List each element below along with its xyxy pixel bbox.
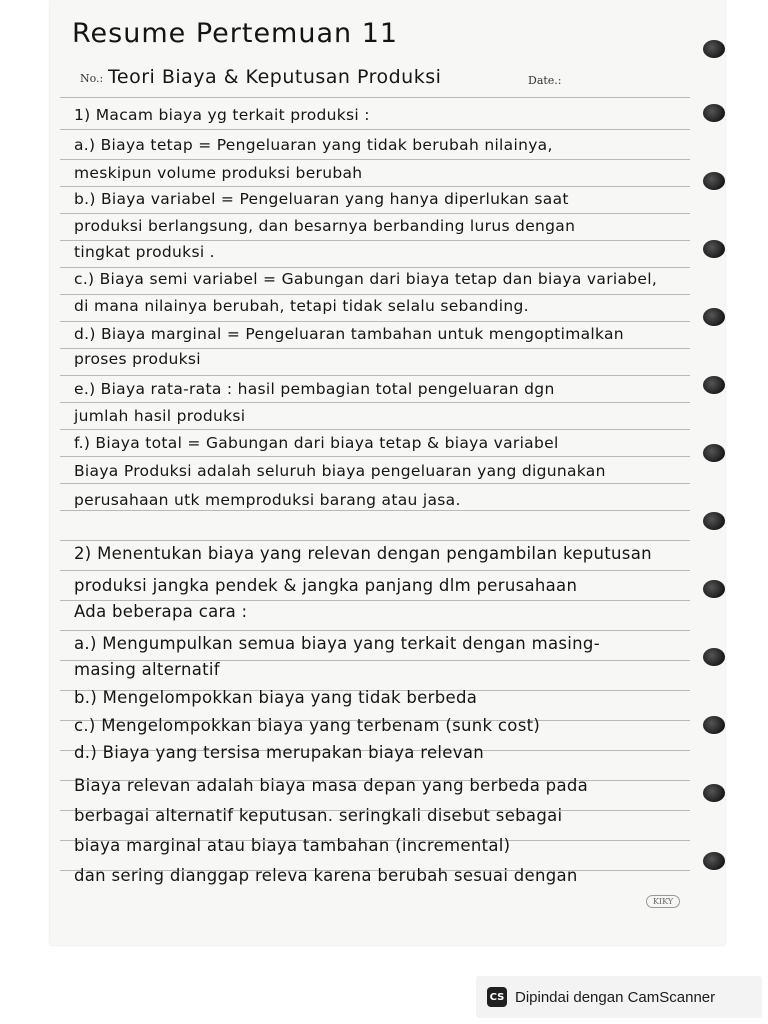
note-line: biaya marginal atau biaya tambahan (incremental) xyxy=(74,836,511,855)
binder-hole xyxy=(703,104,725,122)
note-line: d.) Biaya yang tersisa merupakan biaya relevan xyxy=(74,743,484,762)
notebook-brand-stamp: KIKY xyxy=(646,895,680,908)
note-line: proses produksi xyxy=(74,350,201,368)
ruled-line xyxy=(60,402,690,403)
ruled-line xyxy=(60,630,690,631)
no-label: No.: xyxy=(80,72,104,85)
note-line: berbagai alternatif keputusan. seringkali disebut sebagai xyxy=(74,806,563,825)
ruled-line xyxy=(60,213,690,214)
ruled-line xyxy=(60,159,690,160)
binder-hole xyxy=(703,648,725,666)
ruled-line xyxy=(60,240,690,241)
note-line: c.) Biaya semi variabel = Gabungan dari biaya tetap dan biaya variabel, xyxy=(74,270,658,288)
ruled-line xyxy=(60,129,690,130)
note-line: d.) Biaya marginal = Pengeluaran tambahan untuk mengoptimalkan xyxy=(74,325,624,343)
binder-hole xyxy=(703,308,725,326)
note-line: meskipun volume produksi berubah xyxy=(74,164,363,182)
note-line: perusahaan utk memproduksi barang atau jasa. xyxy=(74,491,461,509)
ruled-line xyxy=(60,97,690,98)
ruled-line xyxy=(60,429,690,430)
note-line: 2) Menentukan biaya yang relevan dengan pengambilan keputusan xyxy=(74,544,652,563)
note-line: tingkat produksi . xyxy=(74,243,215,261)
note-line: produksi berlangsung, dan besarnya berbanding lurus dengan xyxy=(74,217,576,235)
ruled-line xyxy=(60,321,690,322)
binder-hole xyxy=(703,784,725,802)
ruled-line xyxy=(60,510,690,511)
binder-hole xyxy=(703,852,725,870)
binder-hole xyxy=(703,716,725,734)
note-line: b.) Biaya variabel = Pengeluaran yang hanya diperlukan saat xyxy=(74,190,569,208)
note-line: Ada beberapa cara : xyxy=(74,602,248,621)
note-line: Biaya relevan adalah biaya masa depan yang berbeda pada xyxy=(74,776,589,795)
page-title: Resume Pertemuan 11 xyxy=(72,18,399,49)
note-line: di mana nilainya berubah, tetapi tidak selalu sebanding. xyxy=(74,297,529,315)
note-line: dan sering dianggap releva karena berubah sesuai dengan xyxy=(74,866,578,885)
binder-hole xyxy=(703,444,725,462)
camscanner-watermark xyxy=(476,976,762,1018)
note-line: b.) Mengelompokkan biaya yang tidak berbeda xyxy=(74,688,478,707)
ruled-line xyxy=(60,540,690,541)
binder-hole xyxy=(703,172,725,190)
ruled-line xyxy=(60,570,690,571)
ruled-line xyxy=(60,267,690,268)
note-line: produksi jangka pendek & jangka panjang dlm perusahaan xyxy=(74,576,578,595)
binder-holes xyxy=(703,40,733,900)
ruled-line xyxy=(60,375,690,376)
ruled-line xyxy=(60,483,690,484)
note-line: e.) Biaya rata-rata : hasil pembagian total pengeluaran dgn xyxy=(74,380,555,398)
camscanner-text: Dipindai dengan CamScanner xyxy=(515,988,716,1006)
note-line: 1) Macam biaya yg terkait produksi : xyxy=(74,106,370,124)
ruled-line xyxy=(60,456,690,457)
topic-subtitle: Teori Biaya & Keputusan Produksi xyxy=(108,66,442,88)
binder-hole xyxy=(703,240,725,258)
note-line: masing alternatif xyxy=(74,660,220,679)
binder-hole xyxy=(703,580,725,598)
date-label: Date.: xyxy=(528,74,562,87)
note-line: c.) Mengelompokkan biaya yang terbenam (sunk cost) xyxy=(74,716,541,735)
note-line: a.) Mengumpulkan semua biaya yang terkait dengan masing- xyxy=(74,634,600,653)
note-line: f.) Biaya total = Gabungan dari biaya tetap & biaya variabel xyxy=(74,434,559,452)
binder-hole xyxy=(703,376,725,394)
binder-hole xyxy=(703,40,725,58)
ruled-line xyxy=(60,600,690,601)
note-line: Biaya Produksi adalah seluruh biaya pengeluaran yang digunakan xyxy=(74,462,606,480)
binder-hole xyxy=(703,512,725,530)
camscanner-logo-icon: CS xyxy=(487,987,507,1007)
ruled-line xyxy=(60,186,690,187)
note-line: a.) Biaya tetap = Pengeluaran yang tidak berubah nilainya, xyxy=(74,136,553,154)
note-line: jumlah hasil produksi xyxy=(74,407,246,425)
ruled-line xyxy=(60,294,690,295)
ruled-line xyxy=(60,348,690,349)
